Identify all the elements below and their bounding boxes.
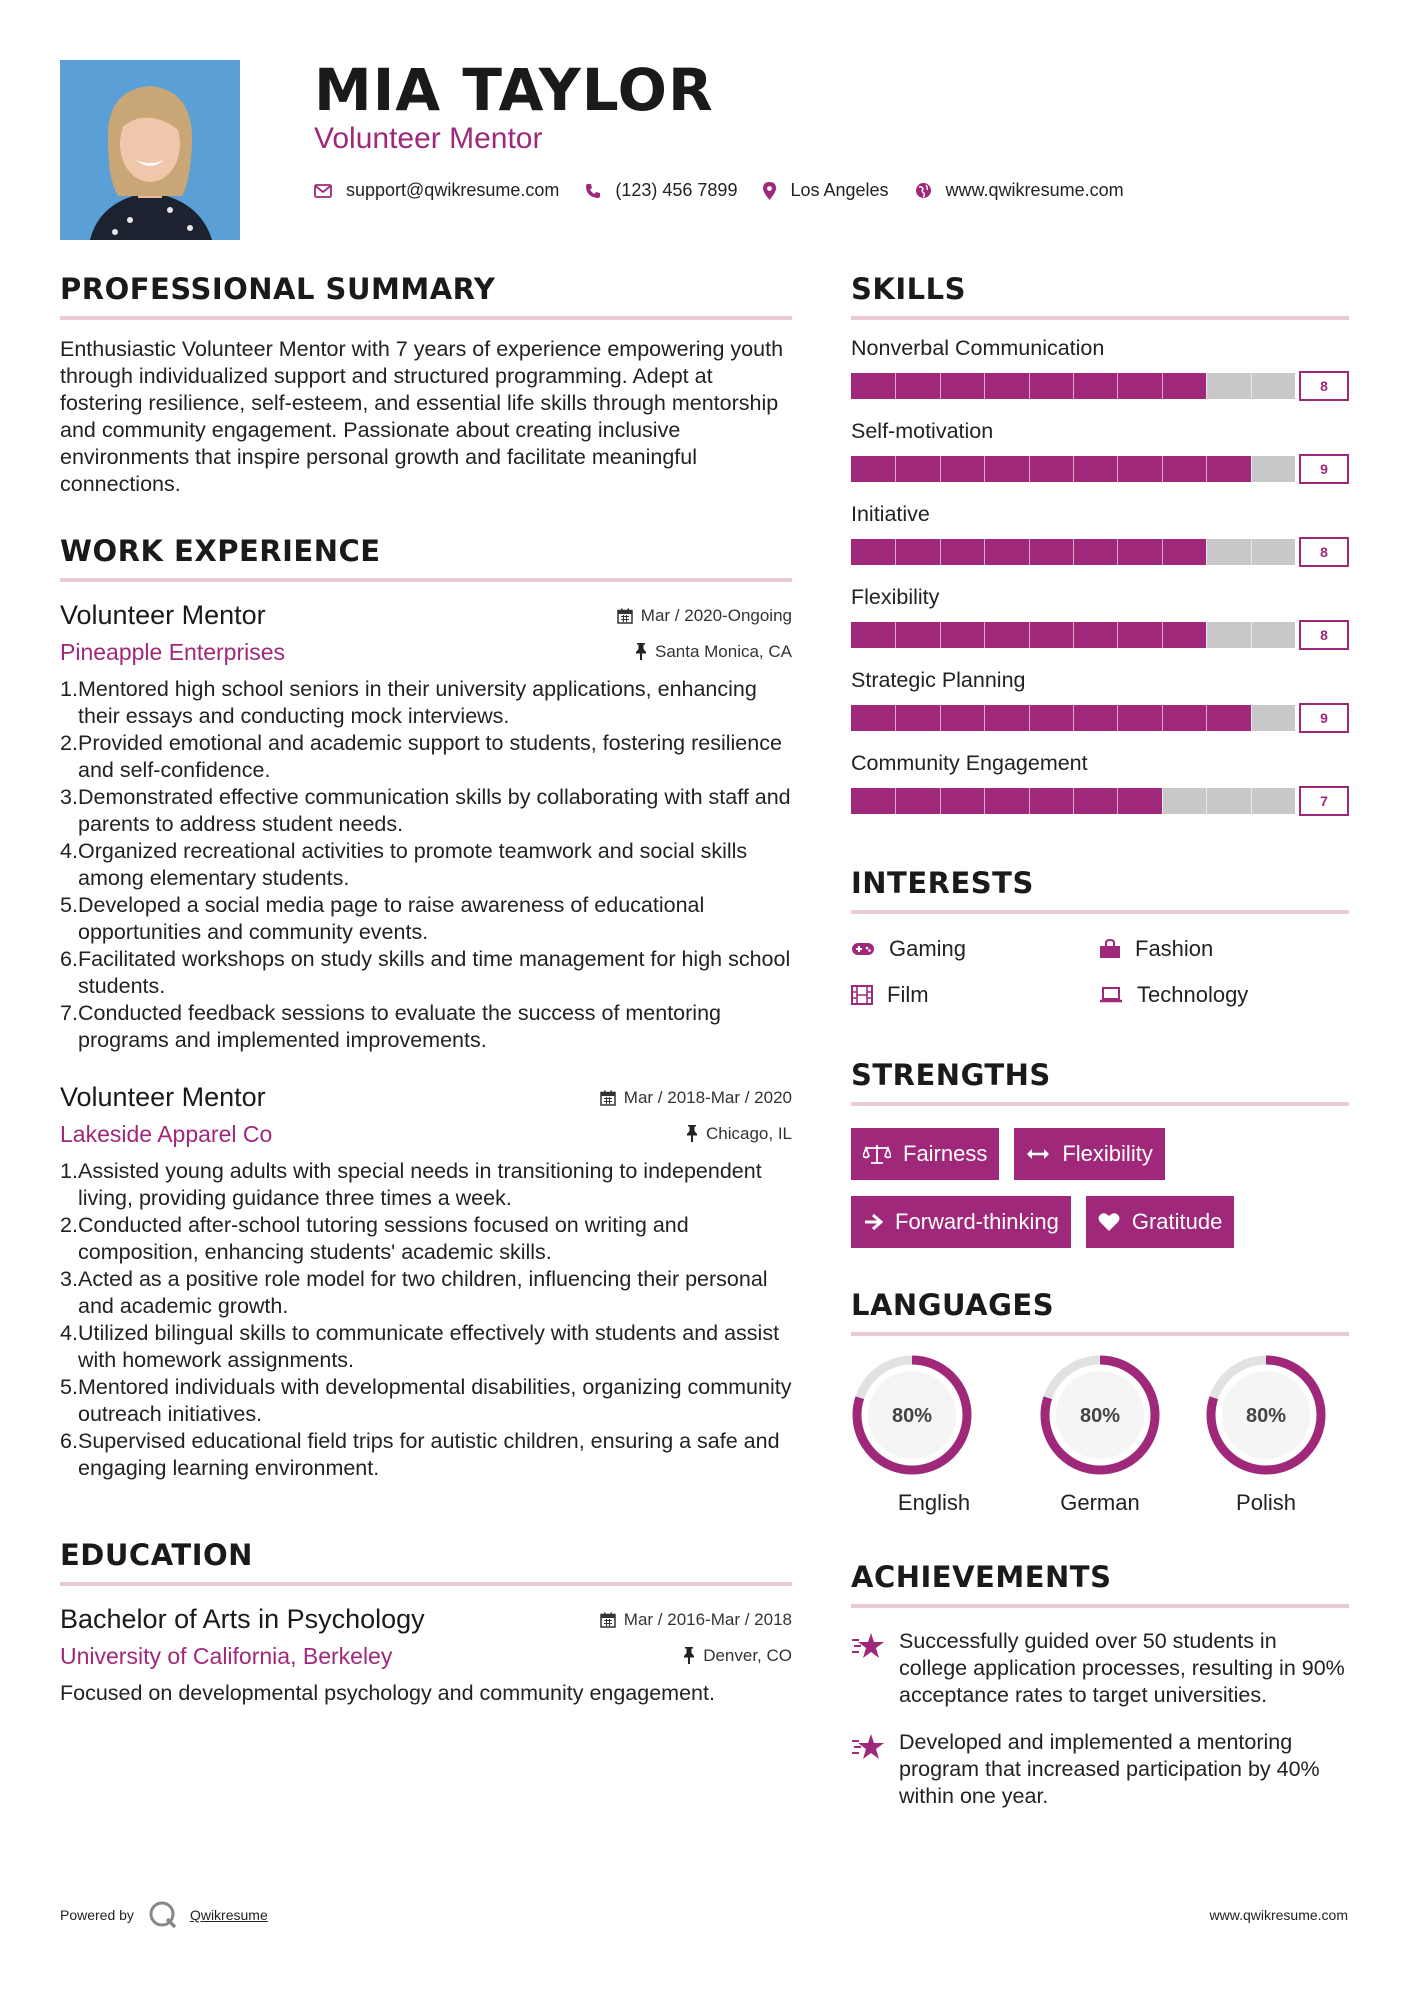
skill-segment-divider bbox=[1073, 622, 1074, 648]
duty-item: 4. Utilized bilingual skills to communicate effectively with students and assist with homework assignments. bbox=[60, 1321, 780, 1372]
laptop-icon bbox=[1099, 986, 1123, 1004]
interest-item bbox=[1099, 982, 1347, 1008]
section-divider bbox=[60, 578, 792, 582]
duty-item: 1. Mentored high school seniors in their university applications, enhancing their essays and conducting mock interviews. bbox=[60, 677, 757, 728]
film-icon bbox=[851, 985, 873, 1005]
pushpin-icon bbox=[683, 1647, 695, 1664]
pushpin-icon bbox=[635, 643, 647, 660]
skill-level-value: 9 bbox=[1299, 454, 1349, 484]
achievement-text: Developed and implemented a mentoring program that increased participation by 40% within one year. bbox=[899, 1730, 1320, 1808]
skill-segment-divider bbox=[1117, 705, 1118, 731]
skill-segment-divider bbox=[1251, 456, 1252, 482]
skill-segment-divider bbox=[1251, 788, 1252, 814]
globe-icon bbox=[915, 182, 932, 199]
job-location-text: Santa Monica, CA bbox=[654, 641, 792, 661]
shopping-bag-icon bbox=[1099, 939, 1121, 959]
skill-segment-divider bbox=[1206, 456, 1207, 482]
skill-level-bar bbox=[851, 786, 1349, 816]
job-dates-text: Mar / 2020-Ongoing bbox=[640, 606, 792, 625]
profile-photo bbox=[60, 60, 240, 240]
language-item bbox=[851, 1354, 1017, 1516]
website-text: www.qwikresume.com bbox=[945, 180, 1124, 200]
skill-segment-divider bbox=[895, 705, 896, 731]
footer-powered-by bbox=[60, 1900, 268, 1930]
skill-segment-divider bbox=[1117, 788, 1118, 814]
skill-segment-divider bbox=[940, 456, 941, 482]
skill-item bbox=[851, 419, 1349, 484]
job-duties bbox=[60, 1158, 792, 1482]
arrow-right-icon bbox=[863, 1213, 883, 1231]
star-icon bbox=[851, 1733, 885, 1761]
calendar-icon bbox=[617, 608, 633, 624]
qwikresume-logo-icon bbox=[148, 1900, 178, 1930]
job-location bbox=[686, 1124, 792, 1144]
skill-segment-divider bbox=[895, 373, 896, 399]
interest-item bbox=[851, 982, 1099, 1008]
skill-segment-divider bbox=[940, 373, 941, 399]
skill-segment-divider bbox=[1162, 373, 1163, 399]
location-text: Los Angeles bbox=[790, 180, 889, 200]
powered-by-text: Powered by bbox=[60, 1907, 134, 1923]
skill-level-bar bbox=[851, 703, 1349, 733]
skill-segment-divider bbox=[1073, 456, 1074, 482]
section-divider bbox=[60, 316, 792, 320]
skill-segment-divider bbox=[984, 788, 985, 814]
summary-heading: PROFESSIONAL SUMMARY bbox=[60, 272, 496, 306]
duty-item: 5. Developed a social media page to raise awareness of educational opportunities and community events. bbox=[60, 893, 705, 944]
skill-name: Community Engagement bbox=[851, 751, 1088, 775]
skill-item bbox=[851, 336, 1349, 401]
skill-level-value: 8 bbox=[1299, 620, 1349, 650]
candidate-name: MIA TAYLOR bbox=[314, 56, 714, 124]
language-item bbox=[1017, 1354, 1183, 1516]
job-entry bbox=[60, 1082, 792, 1482]
phone-text: (123) 456 7899 bbox=[615, 180, 738, 200]
education-dates-text: Mar / 2016-Mar / 2018 bbox=[623, 1610, 792, 1629]
duty-item: 3. Demonstrated effective communication skills by collaborating with staff and parents to address student needs. bbox=[60, 785, 791, 836]
strengths-section bbox=[851, 1058, 1349, 1248]
skill-segment-divider bbox=[895, 456, 896, 482]
skill-segment-divider bbox=[1162, 456, 1163, 482]
language-name: Polish bbox=[1236, 1490, 1296, 1515]
job-dates bbox=[617, 606, 792, 626]
skill-item bbox=[851, 502, 1349, 567]
skill-segment-divider bbox=[940, 539, 941, 565]
language-percent: 80% bbox=[891, 1405, 933, 1427]
skill-segment-divider bbox=[1073, 539, 1074, 565]
skill-segment-divider bbox=[1073, 705, 1074, 731]
skill-segment-divider bbox=[984, 622, 985, 648]
skill-item bbox=[851, 668, 1349, 733]
skill-segment-divider bbox=[1206, 622, 1207, 648]
job-company: Pineapple Enterprises bbox=[60, 639, 286, 665]
skill-segment-divider bbox=[895, 539, 896, 565]
skill-level-value: 7 bbox=[1299, 786, 1349, 816]
heart-icon bbox=[1098, 1212, 1120, 1232]
skills-heading: SKILLS bbox=[851, 272, 966, 306]
achievement-text: Successfully guided over 50 students in college application processes, resulting in 90% acceptance rates to target universities. bbox=[899, 1629, 1345, 1707]
job-location bbox=[635, 642, 792, 662]
skill-segment-divider bbox=[1073, 788, 1074, 814]
skill-segment-divider bbox=[1162, 622, 1163, 648]
section-divider bbox=[60, 1582, 792, 1586]
skill-level-value: 9 bbox=[1299, 703, 1349, 733]
job-title: Volunteer Mentor bbox=[60, 600, 266, 630]
strength-badge bbox=[1086, 1196, 1235, 1248]
strength-label: Forward-thinking bbox=[895, 1209, 1059, 1234]
skill-segment-divider bbox=[1117, 373, 1118, 399]
job-title: Volunteer Mentor bbox=[60, 1082, 266, 1112]
candidate-title: Volunteer Mentor bbox=[314, 122, 543, 155]
pushpin-icon bbox=[686, 1125, 698, 1142]
interest-item bbox=[1099, 936, 1347, 962]
skill-segment-divider bbox=[1029, 622, 1030, 648]
section-divider bbox=[851, 1102, 1349, 1106]
duty-item: 6. Facilitated workshops on study skills and time management for high school students. bbox=[60, 947, 791, 998]
skill-segment-divider bbox=[940, 705, 941, 731]
skill-segment-divider bbox=[1162, 705, 1163, 731]
summary-text: Enthusiastic Volunteer Mentor with 7 years of experience empowering youth through individualized support and structured programming. Adept at fostering resilience, self-esteem, and essential life skills through mentorship and community engagement. Passionate about creating inclusive environments that inspire personal growth and facilitate meaningful connections. bbox=[60, 337, 784, 496]
experience-heading: WORK EXPERIENCE bbox=[60, 534, 381, 568]
skill-segment-divider bbox=[984, 705, 985, 731]
language-item bbox=[1183, 1354, 1349, 1516]
language-name: English bbox=[897, 1490, 971, 1515]
duty-item: 5. Mentored individuals with developmental disabilities, organizing community outreach initiatives. bbox=[60, 1375, 792, 1426]
duty-item: 2. Conducted after-school tutoring sessions focused on writing and composition, enhancing students' academic skills. bbox=[60, 1213, 689, 1264]
duty-item: 4. Organized recreational activities to promote teamwork and social skills among elementary students. bbox=[60, 839, 748, 890]
language-name: German bbox=[1060, 1490, 1140, 1515]
skill-segment-divider bbox=[1029, 373, 1030, 399]
skill-segment-divider bbox=[1206, 705, 1207, 731]
languages-section bbox=[851, 1288, 1349, 1516]
education-location bbox=[683, 1646, 792, 1666]
duty-item: 6. Supervised educational field trips for autistic children, ensuring a safe and engaging learning environment. bbox=[60, 1429, 780, 1480]
skills-section bbox=[851, 272, 1349, 816]
skill-item bbox=[851, 585, 1349, 650]
email-text: support@qwikresume.com bbox=[346, 180, 560, 200]
gamepad-icon bbox=[851, 941, 875, 957]
skill-segment-divider bbox=[895, 622, 896, 648]
interests-section bbox=[851, 866, 1349, 1008]
skill-segment-divider bbox=[1251, 373, 1252, 399]
achievement-item bbox=[851, 1628, 1349, 1709]
balance-scale-icon bbox=[863, 1143, 891, 1165]
skill-level-bar bbox=[851, 620, 1349, 650]
strengths-heading: STRENGTHS bbox=[851, 1058, 1051, 1092]
phone-icon bbox=[585, 183, 601, 199]
language-percent: 80% bbox=[1245, 1405, 1287, 1427]
section-divider bbox=[851, 910, 1349, 914]
experience-section bbox=[60, 534, 792, 1482]
skill-level-bar bbox=[851, 537, 1349, 567]
strength-label: Gratitude bbox=[1131, 1209, 1223, 1234]
skill-segment-divider bbox=[1251, 539, 1252, 565]
interest-label: Film bbox=[887, 982, 929, 1007]
job-company: Lakeside Apparel Co bbox=[60, 1121, 273, 1147]
language-percent: 80% bbox=[1079, 1405, 1121, 1427]
duty-item: 3. Acted as a positive role model for two children, influencing their personal and academic growth. bbox=[60, 1267, 768, 1318]
skill-level-bar bbox=[851, 454, 1349, 484]
job-entry bbox=[60, 600, 792, 1054]
skill-segment-divider bbox=[1029, 788, 1030, 814]
skill-segment-divider bbox=[1251, 705, 1252, 731]
skill-segment-divider bbox=[984, 373, 985, 399]
contact-email[interactable] bbox=[314, 180, 559, 201]
language-proficiency-ring bbox=[1205, 1354, 1327, 1476]
skill-segment-divider bbox=[940, 622, 941, 648]
skill-item bbox=[851, 751, 1349, 816]
qwikresume-link[interactable]: Qwikresume bbox=[189, 1907, 268, 1923]
right-column bbox=[851, 272, 1349, 1810]
achievements-heading: ACHIEVEMENTS bbox=[851, 1560, 1112, 1594]
education-section bbox=[60, 1538, 792, 1707]
interest-label: Gaming bbox=[889, 936, 967, 961]
job-dates bbox=[600, 1088, 792, 1108]
section-divider bbox=[851, 1332, 1349, 1336]
skill-name: Self-motivation bbox=[851, 419, 994, 443]
footer-url[interactable]: www.qwikresume.com bbox=[1209, 1907, 1348, 1923]
skill-segment-divider bbox=[1117, 622, 1118, 648]
skill-segment-divider bbox=[895, 788, 896, 814]
skill-segment-divider bbox=[984, 539, 985, 565]
arrows-horizontal-icon bbox=[1026, 1147, 1050, 1161]
interest-item bbox=[851, 936, 1099, 962]
achievements-section bbox=[851, 1560, 1349, 1810]
job-dates-text: Mar / 2018-Mar / 2020 bbox=[623, 1088, 792, 1107]
contact-phone[interactable] bbox=[585, 180, 737, 201]
section-divider bbox=[851, 1604, 1349, 1608]
skill-segment-divider bbox=[1206, 539, 1207, 565]
skill-name: Flexibility bbox=[851, 585, 940, 609]
section-divider bbox=[851, 316, 1349, 320]
skill-name: Nonverbal Communication bbox=[851, 336, 1105, 360]
education-dates bbox=[600, 1610, 792, 1630]
skill-segment-divider bbox=[1117, 539, 1118, 565]
skill-segment-divider bbox=[984, 456, 985, 482]
skill-segment-divider bbox=[1206, 788, 1207, 814]
skill-segment-divider bbox=[1073, 373, 1074, 399]
degree-title: Bachelor of Arts in Psychology bbox=[60, 1604, 425, 1634]
skill-name: Initiative bbox=[851, 502, 930, 526]
contact-website[interactable] bbox=[915, 180, 1124, 201]
skill-segment-divider bbox=[1029, 456, 1030, 482]
skill-segment-divider bbox=[1117, 456, 1118, 482]
skill-level-bar bbox=[851, 371, 1349, 401]
education-location-text: Denver, CO bbox=[703, 1645, 792, 1665]
duty-item: 7. Conducted feedback sessions to evaluate the success of mentoring programs and implemented improvements. bbox=[60, 1001, 721, 1052]
skill-segment-divider bbox=[1029, 539, 1030, 565]
calendar-icon bbox=[600, 1090, 616, 1106]
star-icon bbox=[851, 1632, 885, 1660]
strength-badge bbox=[851, 1128, 999, 1180]
languages-heading: LANGUAGES bbox=[851, 1288, 1055, 1322]
language-proficiency-ring bbox=[1039, 1354, 1161, 1476]
strength-badge bbox=[1014, 1128, 1164, 1180]
interest-label: Technology bbox=[1137, 982, 1249, 1007]
interests-heading: INTERESTS bbox=[851, 866, 1034, 900]
duty-item: 1. Assisted young adults with special needs in transitioning to independent living, providing guidance three times a week. bbox=[60, 1159, 762, 1210]
language-proficiency-ring bbox=[851, 1354, 973, 1476]
contact-location bbox=[763, 180, 888, 201]
strength-label: Flexibility bbox=[1062, 1141, 1153, 1166]
skill-level-value: 8 bbox=[1299, 537, 1349, 567]
skill-segment-divider bbox=[940, 788, 941, 814]
strength-label: Fairness bbox=[903, 1141, 988, 1166]
skill-segment-divider bbox=[1251, 622, 1252, 648]
school-name: University of California, Berkeley bbox=[60, 1643, 393, 1669]
skill-segment-divider bbox=[1162, 788, 1163, 814]
skill-level-value: 8 bbox=[1299, 371, 1349, 401]
skills-list bbox=[851, 336, 1349, 816]
education-heading: EDUCATION bbox=[60, 1538, 253, 1572]
job-duties bbox=[60, 676, 792, 1054]
education-description: Focused on developmental psychology and community engagement. bbox=[60, 1681, 715, 1705]
contact-bar bbox=[314, 180, 1150, 201]
duty-item: 2. Provided emotional and academic support to students, fostering resilience and self-confidence. bbox=[60, 731, 782, 782]
skill-name: Strategic Planning bbox=[851, 668, 1026, 692]
left-column bbox=[60, 272, 792, 1707]
envelope-icon bbox=[314, 184, 332, 198]
achievement-item bbox=[851, 1729, 1349, 1810]
skill-segment-divider bbox=[1162, 539, 1163, 565]
skill-segment-divider bbox=[1206, 373, 1207, 399]
calendar-icon bbox=[600, 1612, 616, 1628]
strength-badge bbox=[851, 1196, 1071, 1248]
skill-segment-divider bbox=[1029, 705, 1030, 731]
interest-label: Fashion bbox=[1135, 936, 1214, 961]
job-location-text: Chicago, IL bbox=[706, 1123, 792, 1143]
summary-section bbox=[60, 272, 792, 498]
map-marker-icon bbox=[763, 182, 776, 200]
